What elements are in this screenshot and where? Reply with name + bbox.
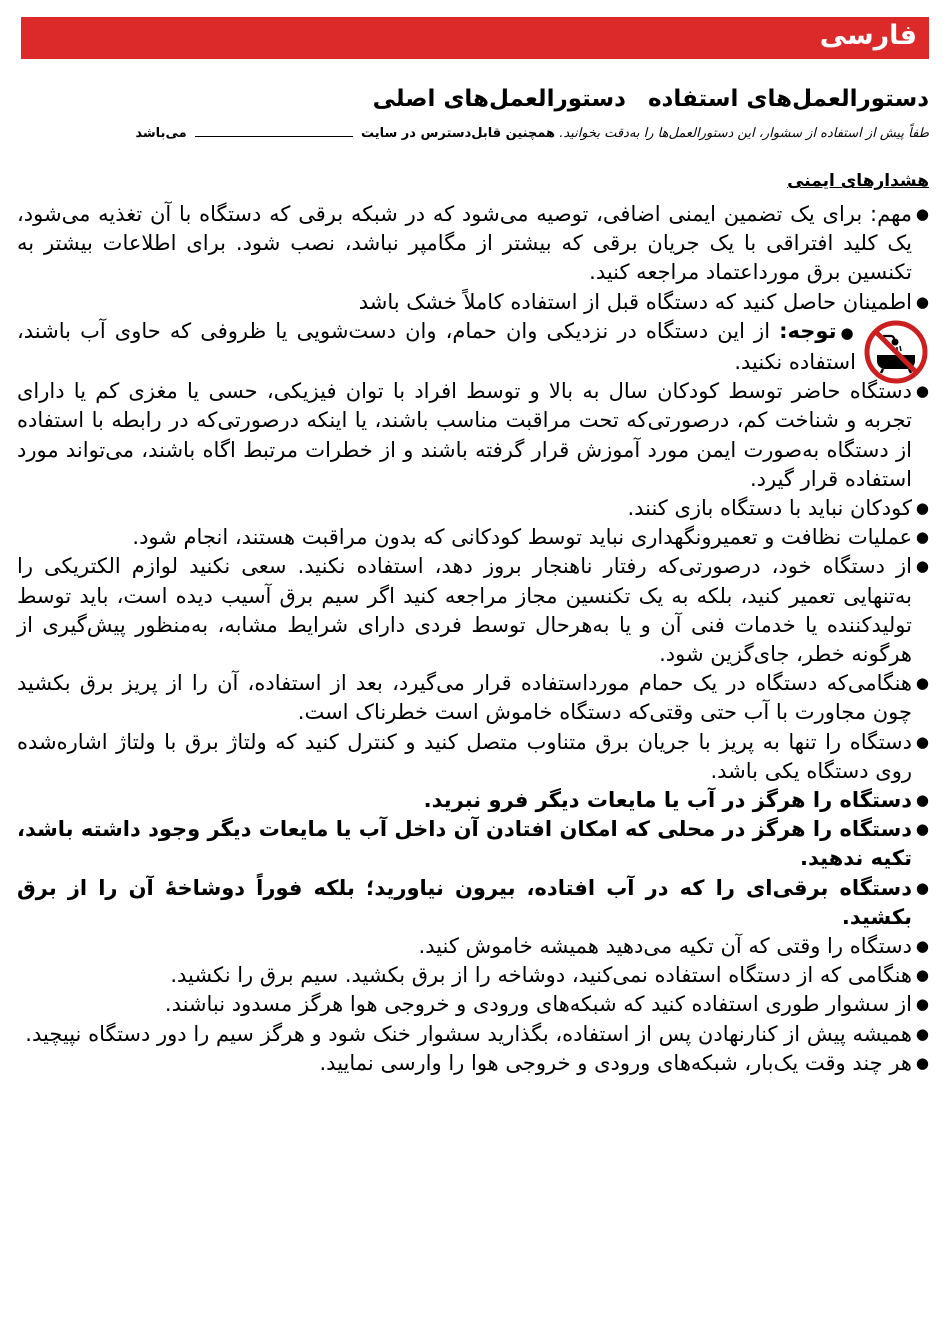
safety-warnings <box>17 200 929 1078</box>
bathtub-note: ●توجه: از این دستگاه در نزدیکی وان حمام، وان دست‌شویی یا ظروفی که حاوی آب باشند، استفاده نکنید. <box>17 317 929 377</box>
warning-item: ● دستگاه را تنها به پریز با جریان برق متناوب متصل کنید و کنترل کنید که ولتاژ برق با ولتاژ اشاره‌شده روی دستگاه یکی باشد. <box>17 728 929 786</box>
warning-item: ● از سشوار طوری استفاده کنید که شبکه‌های ورودی و خروجی هوا هرگز مسدود نباشند. <box>17 990 929 1019</box>
no-bathtub-icon <box>863 319 929 385</box>
warning-item: ● هنگامی که از دستگاه استفاده نمی‌کنید، دوشاخه را از برق بکشید. سیم برق را نکشید. <box>17 961 929 990</box>
warning-list <box>17 200 929 1078</box>
warning-item: ● از دستگاه خود، درصورتی‌که رفتار ناهنجار بروز دهد، استفاده نکنید. سعی نکنید لوازم الکتریکی را به‌تنهایی تعمیر کنید، بلکه به یک تکنسین مجاز مراجعه کنید اگر سیم برق آسیب دیده است، باید توسط تولیدکننده یا خدمات فنی آن و یا به‌هرحال توسط فردی دارای شرایط مشابه، به‌منظور پیش‌گیری از هرگونه خطر، جای‌گزین شود. <box>17 552 929 669</box>
language-header-bar <box>21 17 929 59</box>
intro-line <box>19 124 929 141</box>
warning-item-bold: ● دستگاه را هرگز در محلی که امکان افتادن آن داخل آب یا مایعات دیگر وجود داشته باشد، تکیه ندهید. <box>17 815 929 873</box>
warning-item: ● همیشه پیش از کنارنهادن پس از استفاده، بگذارید سشوار خنک شود و هرگز سیم را دور دستگاه نپیچید. <box>17 1020 929 1049</box>
warning-item: ● هنگامی‌که دستگاه در یک حمام مورداستفاده قرار می‌گیرد، بعد از استفاده، آن را از پریز برق بکشید چون مجاورت با آب حتی وقتی‌که دستگاه خاموش است خطرناک است. <box>17 669 929 727</box>
warning-item: ● عملیات نظافت و تعمیرونگهداری نباید توسط کودکانی که بدون مراقبت هستند، انجام شود. <box>17 523 929 552</box>
safety-heading: هشدارهای ایمنی <box>787 171 929 191</box>
language-label: فارسی <box>819 20 917 51</box>
intro-available-online: همچنین قابل‌دسترس در سایت <box>360 126 556 141</box>
title-part-1: دستورالعمل‌های استفاده <box>647 86 929 112</box>
warning-item: ● دستگاه را وقتی که آن تکیه می‌دهید همیشه خاموش کنید. <box>17 932 929 961</box>
note-label: توجه: <box>779 318 837 343</box>
warning-item: ● کودکان نباید با دستگاه بازی کنند. <box>17 494 929 523</box>
page-title <box>373 86 929 112</box>
warning-item: ● دستگاه حاضر توسط کودکان سال به بالا و توسط افراد با توان فیزیکی، حسی یا مغزی کم یا دارای تجربه و شناخت کم، درصورتی‌که تحت مراقبت مناسب باشند، یا اینکه درصورتی‌که در رابطه با استفاده از دستگاه به‌صورت ایمن مورد آموزش قرار گرفته باشند و از خطرات مرتبط اگاه باشند، می‌تواند مورد استفاده قرار گیرد. <box>17 377 929 494</box>
website-blank <box>195 124 353 137</box>
intro-read-instructions: طفاً پیش از استفاده از سشوار، این دستورالعمل‌ها را به‌دقت بخوانید. <box>559 126 929 141</box>
note-text: از این دستگاه در نزدیکی وان حمام، وان دست‌شویی یا ظروفی که حاوی آب باشند، استفاده نکنید. <box>17 318 856 375</box>
warning-item: ● مهم: برای یک تضمین ایمنی اضافی، توصیه می‌شود که در شبکه برقی که دستگاه با آن تغذیه می‌شود، یک کلید افتراقی با یک جریان برقی که بیشتر از مگامپر نباشد، نصب شود. برای اطلاعات بیشتر به تکنسین برق مورداعتماد مراجعه کنید. <box>17 200 929 288</box>
intro-ending: می‌باشد <box>135 126 187 141</box>
warning-item-bold: ● دستگاه را هرگز در آب یا مایعات دیگر فرو نبرید. <box>17 786 929 815</box>
warning-item-bold: ● دستگاه برقی‌ای را که در آب افتاده، بیرون نیاورید؛ بلکه فوراً دوشاخهٔ آن را از برق بکشید. <box>17 874 929 932</box>
warning-item: ● اطمینان حاصل کنید که دستگاه قبل از استفاده کاملاً خشک باشد <box>17 288 929 317</box>
warning-item: ● هر چند وقت یک‌بار، شبکه‌های ورودی و خروجی هوا را وارسی نمایید. <box>17 1049 929 1078</box>
title-part-2: دستورالعمل‌های اصلی <box>372 86 626 112</box>
